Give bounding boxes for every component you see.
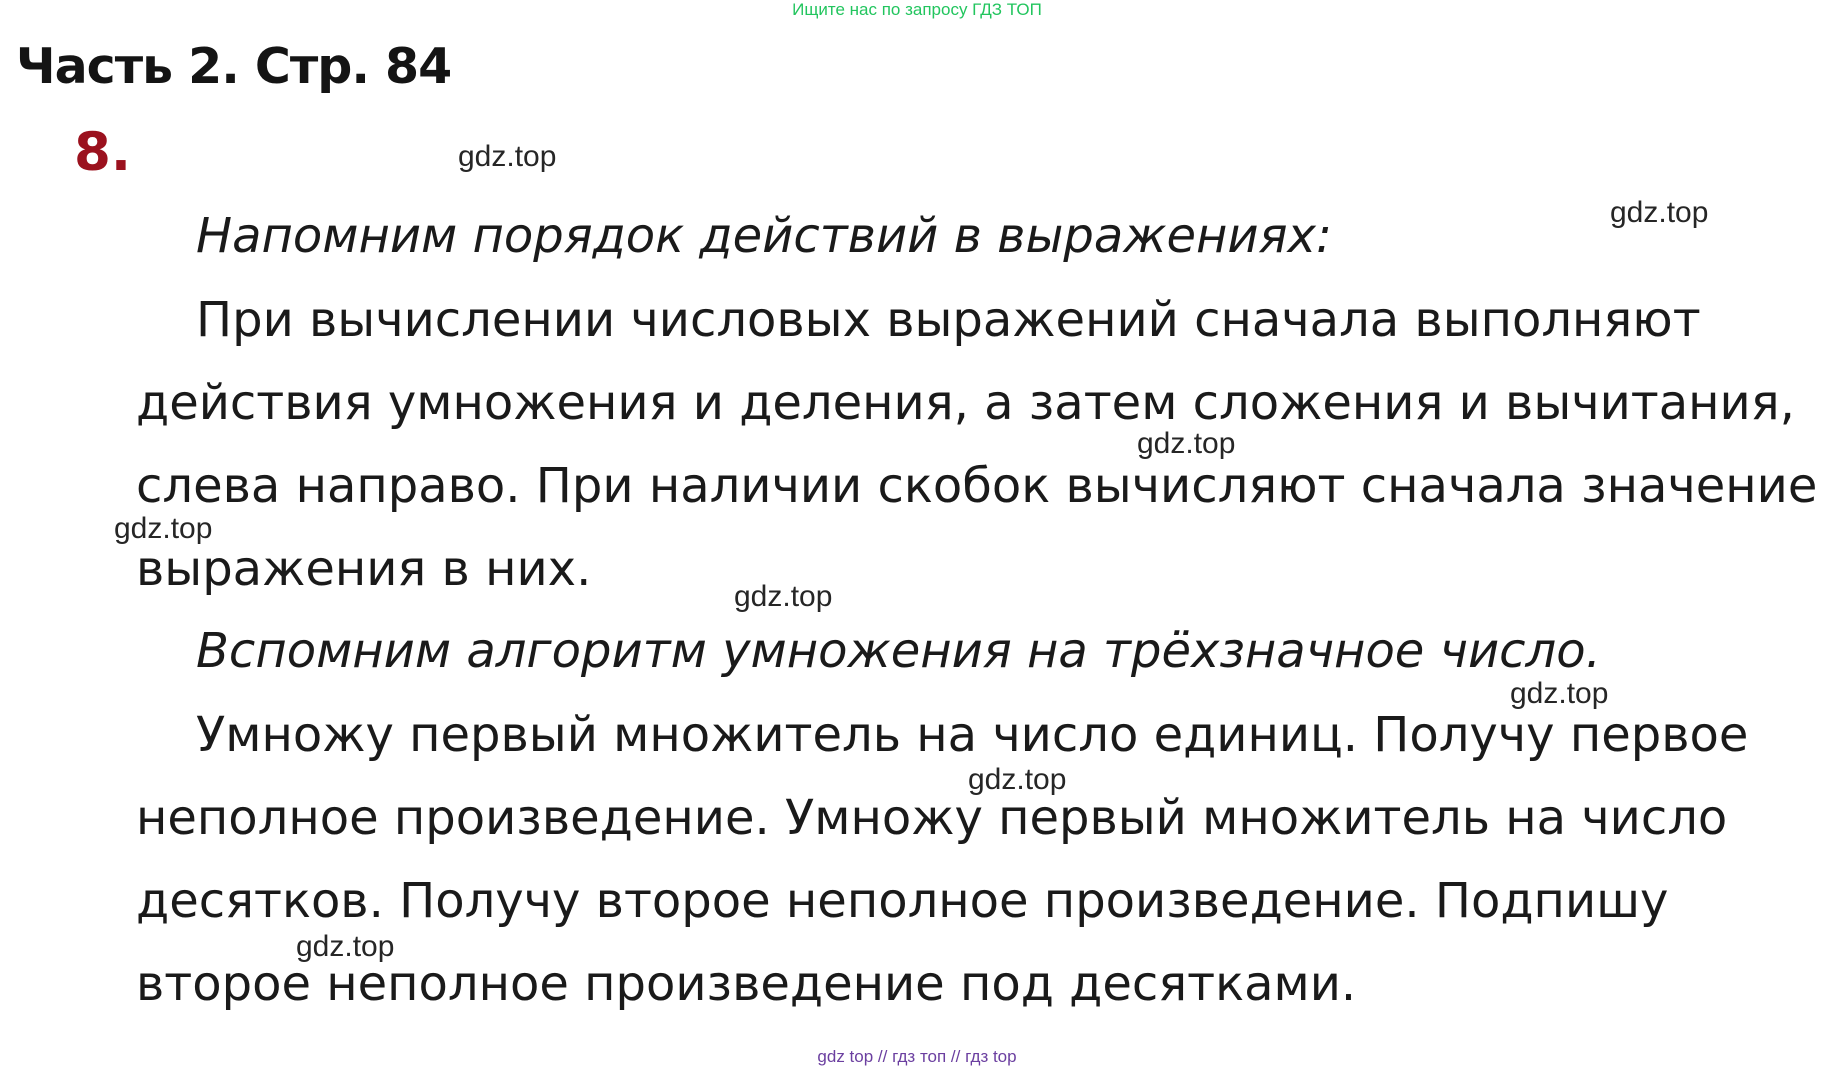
watermark: gdz.top [968,763,1067,796]
watermark: gdz.top [1137,427,1236,460]
watermark: gdz.top [114,512,213,545]
page-title: Часть 2. Стр. 84 [16,38,452,95]
rule-1-line: выражения в них. [136,541,592,597]
intro-line-1: Напомним порядок действий в выражениях: [196,208,1333,264]
watermark: gdz.top [1610,196,1709,229]
watermark: gdz.top [1510,677,1609,710]
intro-line-2: Вспомним алгоритм умножения на трёхзначное число. [196,623,1601,679]
rule-1-line: При вычислении числовых выражений сначала выполняют [196,292,1701,348]
rule-2-line: десятков. Получу второе неполное произведение. Подпишу [136,873,1669,929]
rule-1-line: действия умножения и деления, а затем сложения и вычитания, [136,375,1795,431]
rule-2-line: второе неполное произведение под десятками. [136,956,1357,1012]
footer-watermark: gdz top // гдз топ // гдз top [817,1047,1017,1066]
watermark: gdz.top [734,580,833,613]
rule-2-line: Умножу первый множитель на число единиц. Получу первое [196,707,1749,763]
watermark: gdz.top [296,930,395,963]
watermark: gdz.top [458,140,557,173]
search-banner: Ищите нас по запросу ГДЗ ТОП [792,0,1042,19]
rule-2-line: неполное произведение. Умножу первый множитель на число [136,790,1728,846]
rule-1-line: слева направо. При наличии скобок вычисляют сначала значение [136,458,1818,514]
task-number: 8. [74,122,132,183]
